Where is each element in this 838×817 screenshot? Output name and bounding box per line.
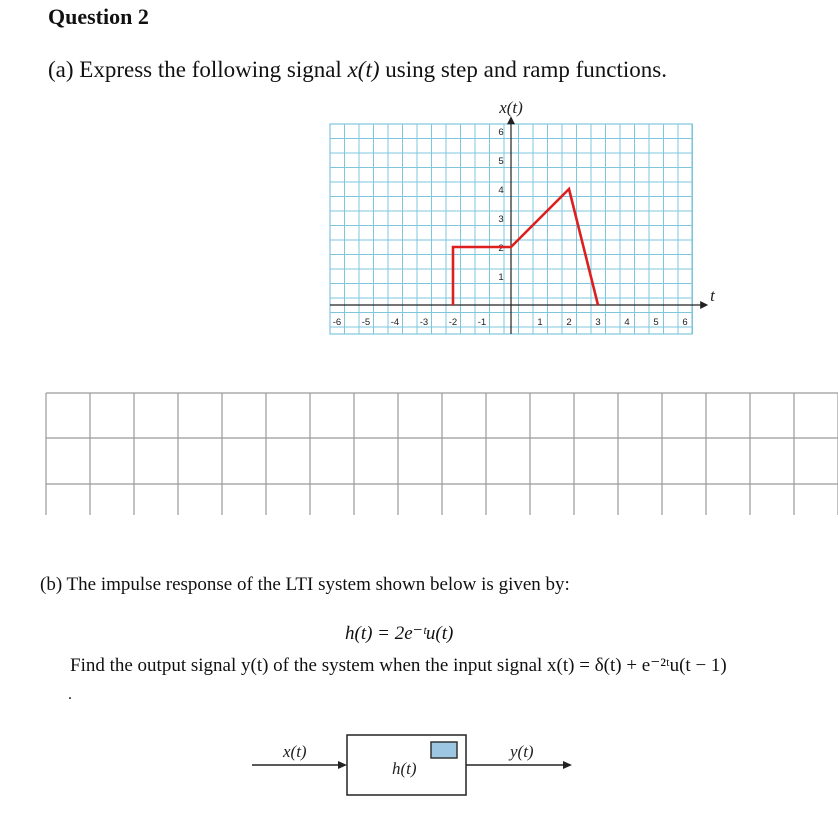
- x-tick-label: 5: [653, 317, 659, 328]
- y-axis-arrow: [507, 116, 515, 124]
- x-tick-label: -1: [477, 317, 487, 328]
- answer-grid: [46, 393, 838, 515]
- window-icon: [431, 742, 457, 758]
- part-a-signal: x(t): [347, 57, 380, 82]
- x-tick-label: 2: [566, 317, 572, 328]
- part-a-label: (a): [48, 57, 74, 82]
- y-tick-label: 2: [498, 243, 504, 254]
- part-a-text-before: Express the following signal: [79, 57, 348, 82]
- y-tick-label: 4: [498, 185, 504, 196]
- output-arrow-head: [563, 761, 572, 769]
- y-tick-label: 6: [498, 127, 504, 138]
- impulse-response-equation: h(t) = 2e⁻ᵗu(t): [345, 623, 454, 644]
- x-tick-label: 3: [595, 317, 601, 328]
- graph-x-label: t: [710, 286, 715, 305]
- x-tick-label: 4: [624, 317, 630, 328]
- graph-y-label: x(t): [499, 98, 523, 117]
- block-diagram: [252, 735, 572, 795]
- x-axis-arrow: [700, 301, 708, 309]
- y-tick-label: 3: [498, 214, 504, 225]
- block-system-label: h(t): [392, 759, 417, 778]
- block-input-label: x(t): [283, 742, 307, 761]
- x-tick-label: -3: [419, 317, 429, 328]
- x-tick-label: -5: [361, 317, 371, 328]
- part-b-intro: (b) The impulse response of the LTI system shown below is given by:: [40, 574, 570, 595]
- stray-mark: .: [68, 686, 72, 703]
- part-a-text-after: using step and ramp functions.: [379, 57, 667, 82]
- y-tick-label: 5: [498, 156, 504, 167]
- x-tick-label: 6: [682, 317, 688, 328]
- input-arrow-head: [338, 761, 347, 769]
- question-heading: Question 2: [48, 4, 149, 29]
- x-tick-label: -4: [390, 317, 400, 328]
- x-tick-label: -6: [332, 317, 342, 328]
- y-tick-label: 1: [498, 272, 504, 283]
- signal-graph: [330, 98, 716, 334]
- block-output-label: y(t): [510, 742, 534, 761]
- x-tick-label: 1: [537, 317, 543, 328]
- x-tick-label: -2: [448, 317, 458, 328]
- part-b-find-text: Find the output signal y(t) of the system when the input signal x(t) = δ(t) + e⁻²ᵗu(t − 1): [70, 655, 727, 676]
